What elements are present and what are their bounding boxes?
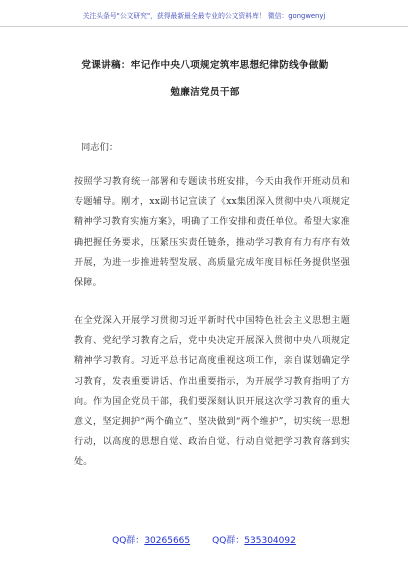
header-promo-text: 关注头条号"公文研究"，获得最新最全最专业的公文资料库！ 微信：gongwenyj (82, 12, 326, 20)
footer-qq-label: QQ群： (112, 536, 145, 546)
title-line-1: 党课讲稿：牢记作中央八项规定筑牢思想纪律防线争做勤 (81, 60, 329, 71)
paragraph-1: 按照学习教育统一部署和专题读书班安排，今天由我作开班动员和专题辅导。刚才，xx副书记宣读了《xx集团深入贯彻中央八项规定精神学习教育实施方案》，明确了工作安排和责任单位。希望大家准确把握任务要求，压紧压实责任链条，推动学习教育有力有序有效开展，为进一步推进转型发展、高质量完成年度目标任务提供坚强保障。 (74, 177, 350, 289)
page-header (0, 0, 408, 27)
footer-qq2-number: 535304092 (244, 536, 296, 546)
page-footer (0, 533, 408, 546)
paragraph-2: 在全党深入开展学习贯彻习近平新时代中国特色社会主义思想主题教育、党纪学习教育之后，党中央决定开展深入贯彻中央八项规定精神学习教育。习近平总书记高度重视这项工作，亲自谋划确定学习教育，发表重要讲话、作出重要指示，为开展学习教育指明了方向。作为国企党员干部，我们要深刻认识开展这次学习教育的重大意义，坚定拥护“两个确立”、坚决做到“两个维护”，切实统一思想行动，以高度的思想自觉、政治自觉、行动自觉把学习教育落到实处。 (74, 316, 350, 468)
footer-qq-number: 30265665 (144, 536, 191, 546)
salutation: 同志们： (81, 142, 119, 153)
document-title (52, 52, 358, 106)
footer-qq2-label: QQ群： (212, 536, 245, 546)
title-line-2: 勉廉洁党员干部 (170, 87, 240, 98)
